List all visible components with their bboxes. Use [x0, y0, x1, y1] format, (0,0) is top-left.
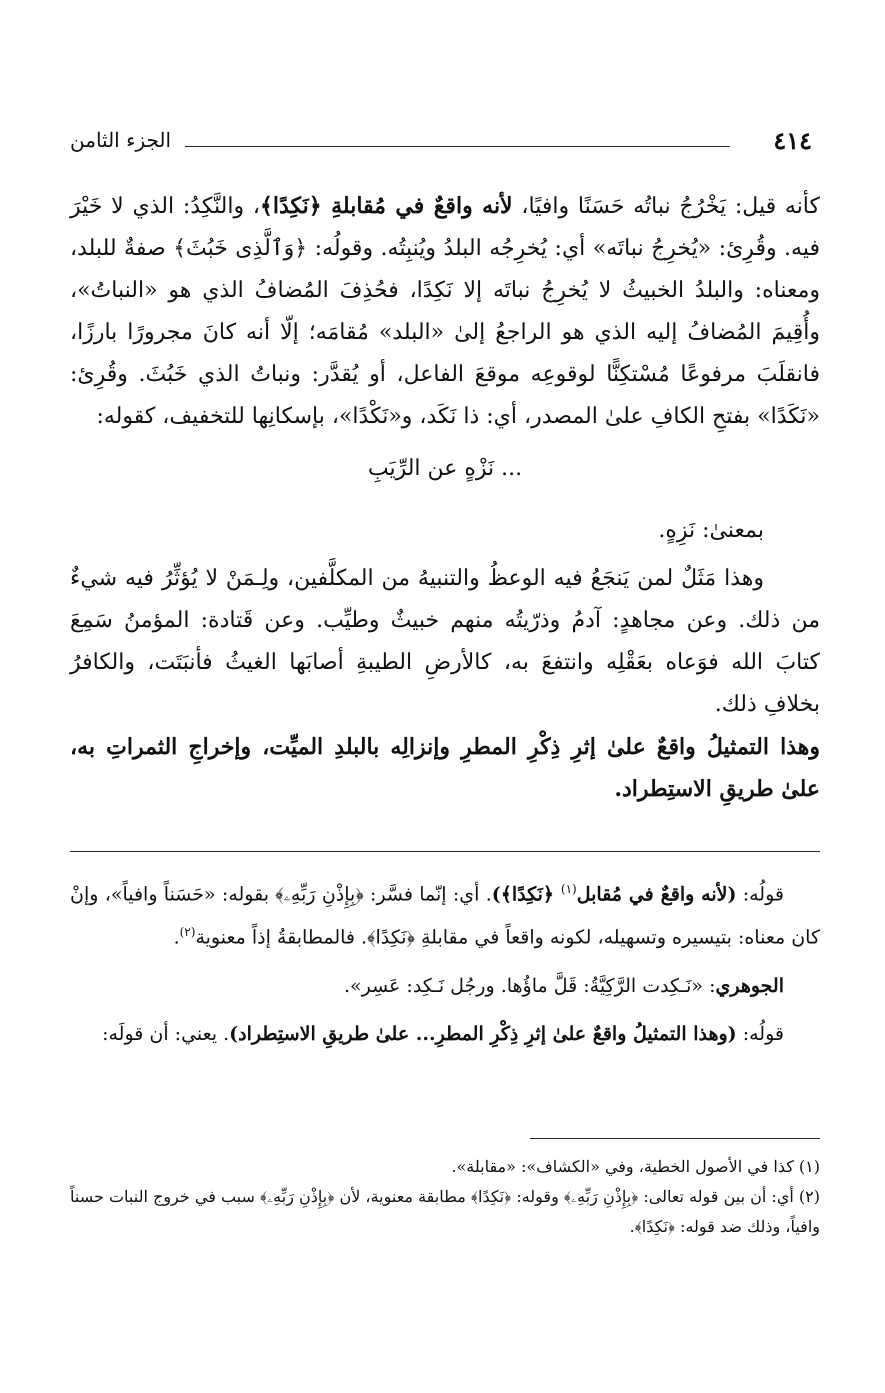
main-text [70, 185, 820, 810]
p1-part-a: كأنه قيل: يَخْرُجُ نباتُه حَسَنًا وافيًا، [512, 194, 820, 219]
running-title: الجزء الثامن [70, 128, 172, 152]
footnote-ref-1[interactable]: (١) [560, 882, 577, 896]
header-rule [185, 146, 730, 147]
footnote-divider [530, 1138, 820, 1139]
footnote-ref-2[interactable]: (٢) [179, 925, 196, 940]
c1-rest: . أي: إنّما فسَّر: ﴿بِإِذْنِ رَبِّهِۦ﴾ بقوله: «حَسَناً وافياً»، وإنْ كان معناه: بتيسيره وتسهيله، لكونه واقعاً في مقابلةِ ﴿نَكِدًا﴾. فالمطابقةُ إذاً معنوية [70, 883, 820, 949]
main-paragraph-2: وهذا مَثَلٌ لمن يَنجَعُ فيه الوعظُ والتنبيهُ من المكلَّفين، ولِـمَنْ لا يُؤثِّرُ فيه شيءٌ من ذلك. وعن مجاهدٍ: آدمُ وذرّيتُه منهم خبيثٌ وطيِّب. وعن قَتادة: المؤمنُ سَمِعَ كتابَ الله فوَعاه بعَقْلِه وانتفعَ به، كالأرضِ الطيبةِ أصابَها الغيثُ فأنبَتَت، والكافرُ بخلافِ ذلك. [70, 566, 820, 717]
c1-lead: قولُه: [736, 883, 784, 906]
c3-rest: . يعني: أن قولَه: [102, 1022, 230, 1045]
commentary-paragraph-2 [70, 967, 820, 1005]
c1-bold-2: ﴿نَكِدًا﴾) [491, 883, 561, 906]
c3-bold: (وهذا التمثيلُ واقعٌ علىٰ إثرِ ذِكْرِ المطرِ... علىٰ طريقِ الاستِطراد) [229, 1022, 737, 1045]
commentary-divider [70, 851, 820, 852]
c2-bold: الجوهري [715, 974, 784, 997]
footnote-2: (٢) أي: أن بين قوله تعالى: ﴿بِإِذْنِ رَبِّهِۦ﴾ وقوله: ﴿نَكِدًا﴾ مطابقة معنوية، لأن ﴿بِإِذْنِ رَبِّهِۦ﴾ سبب في خروج النبات حسناً وافياً، وذلك ضد قوله: ﴿نَكِدًا﴾. [70, 1187, 820, 1236]
page-number: ٤١٤ [773, 126, 812, 155]
page-header [70, 124, 820, 164]
commentary-paragraph-1 [70, 870, 820, 957]
footnotes [70, 1152, 820, 1242]
footnote-1: (١) كذا في الأصول الخطية، وفي «الكشاف»: «مقابلة». [451, 1157, 820, 1176]
main-paragraph-3: وهذا التمثيلُ واقعٌ علىٰ إثرِ ذِكْرِ المطرِ وإنزالِه بالبلدِ الميِّت، وإخراجِ الثمراتِ به، علىٰ طريقِ الاستِطراد. [70, 734, 820, 802]
c1-end: . [173, 926, 180, 949]
c1-bold: (لأنه واقعٌ في مُقابل [576, 883, 737, 906]
c2-rest: : «نَـكِدت الرَّكِيَّةُ: قَلَّ ماؤُها. ورجُل نَـكِد: عَسِر». [343, 974, 716, 997]
c3-lead: قولُه: [736, 1022, 784, 1045]
meaning-line: بمعنىٰ: نَزِهٍ. [658, 518, 764, 543]
commentary-section [70, 870, 820, 1063]
poetry-verse: ... نَزْهٍ عن الرِّيَبِ [367, 456, 523, 481]
p1-bold-phrase: لأنه واقعٌ في مُقابلةِ ﴿نَكِدًا﴾ [259, 193, 513, 219]
main-paragraph-1 [70, 185, 820, 438]
book-page [70, 0, 820, 1393]
commentary-paragraph-3 [70, 1015, 820, 1053]
p1-part-c: ، والنَّكِدُ: الذي لا خَيْرَ فيه. وقُرِئ: «يُخرِجُ نباتَه» أي: يُخرِجُه البلدُ ويُنبِتُه. وقولُه: ﴿وَٱلَّذِى خَبُثَ﴾ صفةٌ للبلد، ومعناه: والبلدُ الخبيثُ لا يُخرِجُ نباتَه إلا نَكِدًا، فحُذِفَ المُضافُ الذي هو «النباتُ»، وأُقِيمَ المُضافُ إليه الذي هو الراجعُ إلىٰ «البلد» مُقامَه؛ إلّا أنه كانَ مجرورًا بارزًا، فانقلَبَ مرفوعًا مُسْتكِنًّا لوقوعِه موقعَ الفاعل، أو يُقدَّر: ونباتُ الذي خَبُثَ. وقُرِئ: «نَكَدًا» بفتحِ الكافِ علىٰ المصدر، أي: ذا نَكَد، و«نَكْدًا»، بإسكانِها للتخفيف، كقوله: [70, 194, 820, 429]
